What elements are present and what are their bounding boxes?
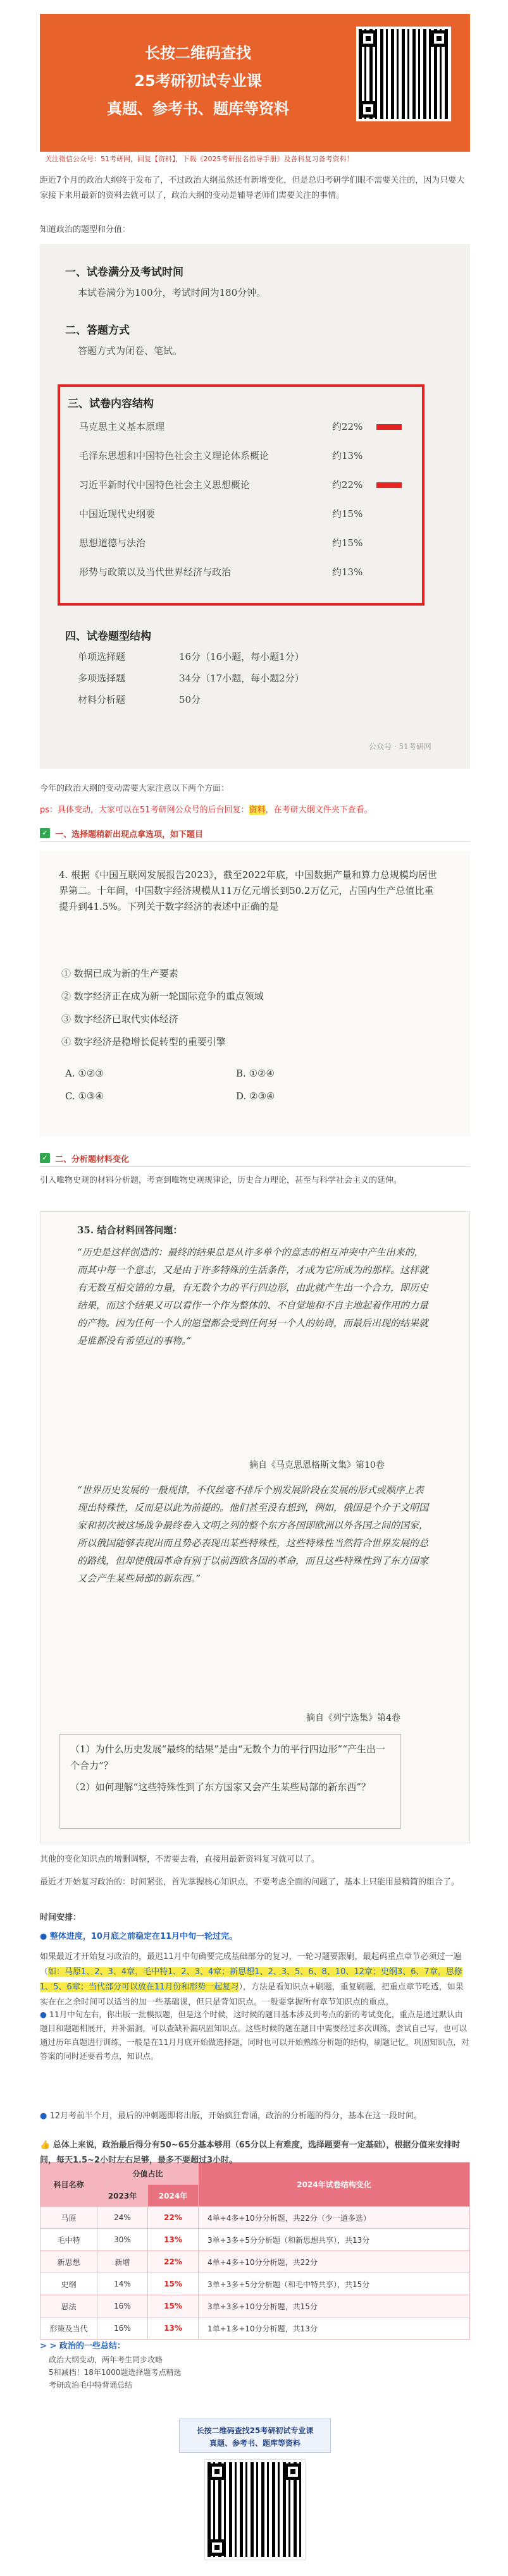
- type-row: [78, 692, 394, 713]
- content-row-pct: 约13%: [332, 450, 363, 461]
- focus-text: 今年的政治大纲的变动需要大家注意以下两个方面：: [40, 784, 230, 793]
- footer-banner: [179, 2419, 331, 2453]
- td-subject: 形策及当代: [40, 2317, 97, 2340]
- th-change: 2024年试卷结构变化: [199, 2163, 470, 2207]
- ps-text: ps：具体变动，大家可以在51考研网公众号的后台回复：资料，在考研大纲文件夹下查看。: [40, 805, 373, 815]
- content-row: [79, 448, 414, 477]
- other-text: 其他的变化知识点的增删调整，不需要去看，直接用最新资料复习就可以了。: [40, 1855, 320, 1864]
- th-subject: 科目名称: [40, 2163, 97, 2207]
- book-s2: 二、答题方式: [65, 324, 130, 337]
- q35-material-2: “世界历史发展的一般规律，不仅丝毫不排斥个别发展阶段在发展的形式或顺序上表现出特殊性，反而是以此为前提的。他们甚至没有想到，例如，俄国是个介于文明国家和初次被这场战争最终卷入文明之列的整个东方各国即欧洲以外各国之间的国家，所以俄国能够表现出而且势必表现出某些特殊性，这些特殊性当然符合世界发展的总的路线，但却使俄国革命有别于以前西欧各国的革命，而且这些特殊性到了东方国家又会产生某些局部的新东西。”: [77, 1484, 429, 1584]
- top-banner: [40, 14, 470, 166]
- content-row-pct: 约13%: [332, 566, 363, 578]
- intro-text: 距近7个月的政治大纲终于发布了，不过政治大纲虽然还有新增变化，但是总归考研学们眼不需要关注的，因为只要大家接下来用最新的资料去就可以了，政治大纲的变动是辅导老师们需要关注的事情。: [40, 176, 465, 200]
- td-2023: 14%: [97, 2273, 148, 2295]
- td-change: 3单+3多+10分分析题，共15分: [199, 2295, 470, 2317]
- table-row: [40, 2207, 470, 2229]
- watermark: 公众号 · 51考研网: [369, 742, 431, 751]
- q35-cite-1: 摘自《马克思恩格斯文集》第10卷: [249, 1460, 385, 1470]
- book-s4: 四、试卷题型结构: [65, 630, 151, 643]
- check-icon-2: ✓: [40, 1153, 50, 1163]
- td-2023: 30%: [97, 2229, 148, 2251]
- stages-block: [40, 2008, 470, 2063]
- content-row-name: 思想道德与法治: [79, 537, 146, 549]
- td-2023: 16%: [97, 2295, 148, 2317]
- td-2023: 16%: [97, 2317, 148, 2340]
- analysis-question-image: [40, 1211, 470, 1843]
- td-2024: 22%: [148, 2207, 199, 2229]
- section-2-text: 引入唯物史观的材料分析题，考查到唯物史观规律论，历史合力理论，甚至与科学社会主义的延伸。: [40, 1176, 402, 1185]
- q4-option: ③ 数字经济已取代实体经济: [61, 1013, 178, 1025]
- td-subject: 毛中特: [40, 2229, 97, 2251]
- stage-1-title: ● 整体进度，10月底之前稳定在11月中旬一轮过完。: [40, 1932, 238, 1941]
- td-2024: 15%: [148, 2273, 199, 2295]
- related-list: [40, 2339, 470, 2391]
- td-2024: 15%: [148, 2295, 199, 2317]
- td-2023: 新增: [97, 2251, 148, 2273]
- stage-2-text: ● 11月中旬左右，你出版一批模拟题，但是这个时候，这时候的题目基本涉及到考点的新的考试变化，重点是通过默认由题目和题题相展开，并补漏洞，可以查缺补漏巩固知识点。这些时候的题在题目中需要经过多次训练，尝试自己写，也可以通过历年真题进行训练，一般是在11月月底开始做选择题，同时也可以开始熟练分析题的结构，刷题记忆，巩固知识点，对答案的同时还要看考点，知识点。: [40, 2010, 469, 2061]
- related-item[interactable]: 政治大纲变动，两年考生同步攻略: [49, 2355, 163, 2364]
- chapters-highlight: 如：马原1、2、3、4章，毛中特1、2、3、4章；新思想1、2、3、5、6、8、10、12章；史纲3、6、7章，思修1、5、6章；当代部分可以放在11月份和形势一起复习: [40, 1967, 462, 1992]
- td-2024: 22%: [148, 2251, 199, 2273]
- score-table: [40, 2162, 470, 2340]
- type-value: 50分: [179, 694, 201, 705]
- content-row-pct: 约15%: [332, 537, 363, 549]
- type-value: 34分（17小题，每小题2分）: [179, 673, 304, 684]
- content-row-pct: 约22%: [332, 421, 363, 432]
- content-row-name: 习近平新时代中国特色社会主义思想概论: [79, 479, 251, 491]
- book-s1: 一、试卷满分及考试时间: [65, 266, 183, 279]
- td-subject: 思法: [40, 2295, 97, 2317]
- q35-cite-2: 摘自《列宁选集》第4卷: [306, 1713, 400, 1723]
- q4-choice[interactable]: D. ②③④: [236, 1090, 275, 1102]
- td-change: 3单+3多+5分分析题（和毛中特共享），共15分: [199, 2273, 470, 2295]
- content-row: [79, 564, 414, 593]
- qr-code[interactable]: [356, 27, 451, 121]
- table-row: [40, 2229, 470, 2251]
- th-share: 分值占比: [97, 2163, 199, 2185]
- section-2-title: 二、分析题材料变化: [55, 1155, 130, 1164]
- q35-q2: （2）如何理解“这些特殊性到了东方国家又会产生某些局部的新东西”？: [70, 1781, 371, 1793]
- td-2024: 13%: [148, 2229, 199, 2251]
- stage-3-text: ● 12月考前半个月，最后的冲刺题即将出版，开始疯狂背诵，政治的分析题的得分，基本在这一段时间。: [40, 2111, 423, 2121]
- ps-keyword: 资料: [249, 805, 266, 815]
- table-row: [40, 2317, 470, 2340]
- banner-line1: 长按二维码查找: [145, 44, 251, 62]
- time-plan-title: 时间安排：: [40, 1913, 82, 1922]
- book-s3: 三、试卷内容结构: [68, 398, 154, 410]
- section-2-header: [40, 1151, 470, 1167]
- choice-question-image: [40, 851, 470, 1137]
- related-item[interactable]: 5和减档！18年1000题选择题考点精选: [49, 2368, 182, 2377]
- content-row-name: 形势与政策以及当代世界经济与政治: [79, 566, 232, 578]
- type-name: 材料分析题: [78, 694, 126, 705]
- content-row-name: 中国近现代史纲要: [79, 508, 156, 520]
- th-2024: 2024年: [148, 2185, 199, 2207]
- content-row-pct: 约22%: [332, 479, 363, 491]
- related-head: > > 政治的一些总结：: [40, 2341, 125, 2351]
- q4-choice[interactable]: A. ①②③: [65, 1068, 104, 1079]
- q35-questions: [59, 1734, 401, 1829]
- banner-line2: 25考研初试专业课: [134, 72, 262, 90]
- td-change: 3单+3多+5分分析题（和新思想共享），共13分: [199, 2229, 470, 2251]
- book-s1-text: 本试卷满分为100分，考试时间为180分钟。: [78, 287, 266, 298]
- q4-option: ④ 数字经济是稳增长促转型的重要引擎: [61, 1036, 226, 1047]
- q4-choice[interactable]: C. ①③④: [65, 1090, 104, 1102]
- summary-text: 👍 总体上来说，政治最后得分有50~65分基本够用（65分以上有难度，选择题要有一定基础），根据分值来安排时间，每天1.5~2小时左右足够，最多不要超过3小时。: [40, 2140, 461, 2165]
- q4-choice[interactable]: B. ①②④: [236, 1068, 275, 1079]
- content-row-name: 马克思主义基本原理: [79, 421, 165, 432]
- q4-stem: 4. 根据《中国互联网发展报告2023》，截至2022年底，中国数据产量和算力总规模均居世界第二。十年间，中国数字经济规模从11万亿元增长到50.2万亿元，占国内生产总值比重提升到41.5%。下列关于数字经济的表述中正确的是: [59, 869, 437, 912]
- know-text: 知道政治的题型和分值：: [40, 225, 131, 235]
- type-row: [78, 649, 394, 670]
- td-change: 4单+4多+10分分析题，共22分: [199, 2251, 470, 2273]
- footer-line1: 长按二维码查找25考研初试专业课: [196, 2426, 314, 2435]
- book-s2-text: 答题方式为闭卷、笔试。: [78, 345, 183, 357]
- section-1-header: [40, 826, 470, 842]
- q35-q1: （1）为什么历史发展“最终的结果”是由“无数个力的平行四边形”“产生出一个合力”？: [70, 1743, 385, 1771]
- table-row: [40, 2273, 470, 2295]
- footer-qr-code[interactable]: [204, 2459, 306, 2560]
- td-2024: 13%: [148, 2317, 199, 2340]
- td-change: 4单+4多+10分分析题，共22分（少一道多选）: [199, 2207, 470, 2229]
- type-name: 单项选择题: [78, 651, 126, 662]
- td-subject: 新思想: [40, 2251, 97, 2273]
- q4-option: ① 数据已成为新的生产要素: [61, 968, 178, 979]
- td-subject: 马原: [40, 2207, 97, 2229]
- content-row-name: 毛泽东思想和中国特色社会主义理论体系概论: [79, 450, 269, 461]
- td-subject: 史纲: [40, 2273, 97, 2295]
- type-row: [78, 670, 394, 692]
- section-1-title: 一、选择题稍新出现点拿选项，如下题目: [55, 830, 204, 839]
- type-name: 多项选择题: [78, 673, 126, 684]
- td-change: 1单+1多+10分分析题，共13分: [199, 2317, 470, 2340]
- content-row-pct: 约15%: [332, 508, 363, 520]
- td-2023: 24%: [97, 2207, 148, 2229]
- content-row: [79, 418, 414, 448]
- red-bar-mark: [376, 424, 402, 430]
- table-row: [40, 2251, 470, 2273]
- type-value: 16分（16小题，每小题1分）: [179, 651, 304, 662]
- stage-1-text: 如果最近才开始复习政治的，最迟11月中旬确要完成基础部分的复习，一轮习题要跟刷，最起码重点章节必须过一遍（如：马原1、2、3、4章，毛中特1、2、3、4章；新思想1、2、3、5、6、8、10、12章；史纲3、6、7章，思修1、5、6章；当代部分可以放在11月份和形势一起复习），方法是看知识点+刷题，重复刷题，把重点章节吃透，如果实在在之余时间可以适当的加一些基础课，但只是背知识点。一般要掌握所有章节知识点的重点。: [40, 1952, 464, 2007]
- related-item[interactable]: 考研政治毛中特背诵总结: [49, 2381, 133, 2390]
- th-2023: 2023年: [97, 2185, 148, 2207]
- recent-text: 最近才开始复习政治的：时间紧张，首先掌握核心知识点，不要考虑全面的问题了，基本上只能用最精简的组合了。: [40, 1877, 460, 1887]
- red-bar-mark: [376, 482, 402, 488]
- banner-note: 关注微信公众号：51考研网，回复【资料】，下载《2025考研报名指导手册》及各科复习备考资料！: [40, 152, 470, 166]
- banner-line3: 真题、参考书、题库等资料: [107, 100, 289, 118]
- content-row: [79, 477, 414, 506]
- check-icon: ✓: [40, 828, 50, 838]
- q35-title: 35. 结合材料回答问题：: [77, 1224, 183, 1236]
- content-structure-box: [58, 384, 424, 606]
- table-row: [40, 2295, 470, 2317]
- q35-material-1: “历史是这样创造的：最终的结果总是从许多单个的意志的相互冲突中产生出来的，而其中每一个意志，又是由于许多特殊的生活条件，才成为它所成为的那样。这样就有无数互相交错的力量，有无数个力的平行四边形，由此就产生出一个合力，即历史结果，而这个结果又可以看作一个作为整体的、不自觉地和不自主地起着作用的力量的产物。因为任何一个人的愿望都会受到任何另一个人的妨碍，而最后出现的结果就是谁都没有希望过的事物。”: [77, 1247, 429, 1346]
- syllabus-image: [40, 244, 470, 769]
- content-row: [79, 506, 414, 535]
- content-row: [79, 535, 414, 564]
- footer-line2: 真题、参考书、题库等资料: [209, 2439, 300, 2448]
- q4-option: ② 数字经济正在成为新一轮国际竞争的重点领域: [61, 991, 264, 1002]
